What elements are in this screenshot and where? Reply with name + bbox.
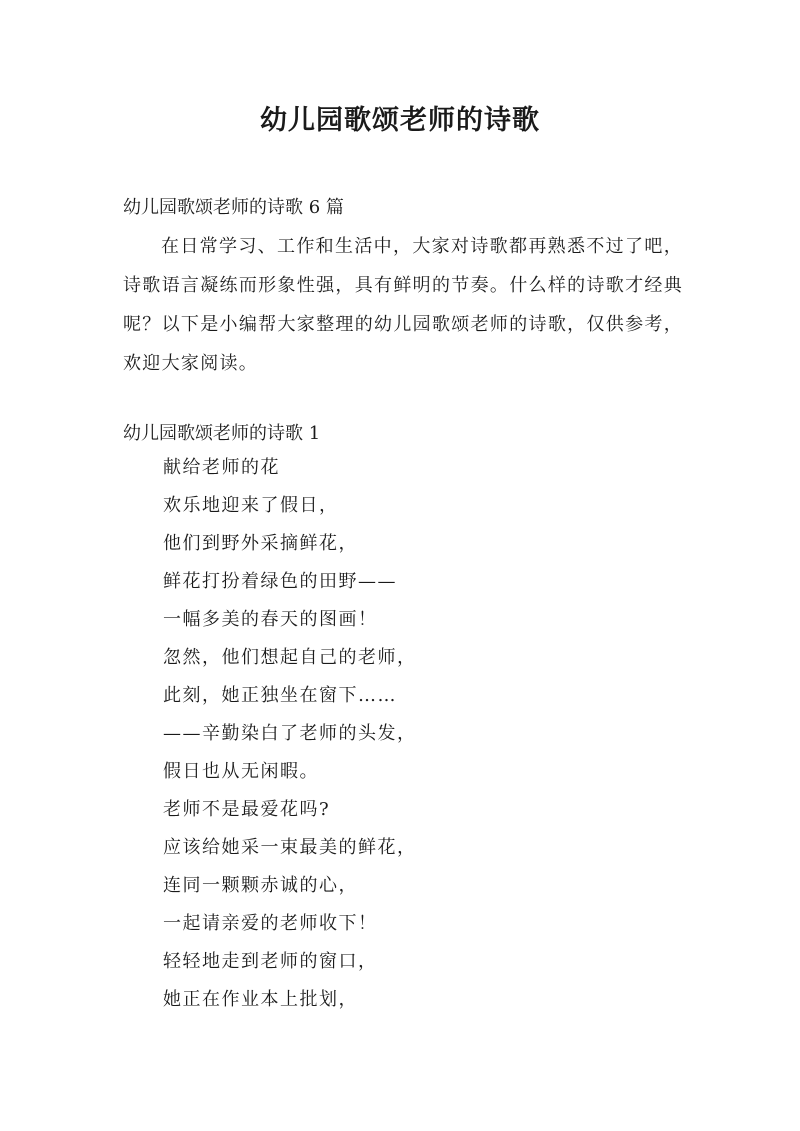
poem-line: 一幅多美的春天的图画！ [163, 609, 378, 630]
poem-line: 轻轻地走到老师的窗口， [163, 951, 378, 972]
poem-line: 欢乐地迎来了假日， [163, 495, 339, 516]
poem-line: 此刻，她正独坐在窗下…… [163, 685, 397, 706]
document-subtitle: 幼儿园歌颂老师的诗歌 6 篇 [123, 197, 344, 218]
poem-line: 一起请亲爱的老师收下！ [163, 913, 378, 934]
poem-line: 鲜花打扮着绿色的田野—— [163, 571, 397, 592]
poem-line: ——辛勤染白了老师的头发， [163, 723, 417, 744]
poem-line: 老师不是最爱花吗? [163, 799, 331, 820]
poem-line: 她正在作业本上批划， [163, 989, 358, 1010]
poem-line: 献给老师的花 [163, 457, 280, 478]
poem-line: 忽然，他们想起自己的老师， [163, 647, 417, 668]
poem-line: 假日也从无闲暇。 [163, 761, 319, 782]
poem-lines [163, 453, 417, 1023]
intro-paragraph: 在日常学习、工作和生活中，大家对诗歌都再熟悉不过了吧，诗歌语言凝练而形象性强，具有鲜明的节奏。什么样的诗歌才经典呢？以下是小编帮大家整理的幼儿园歌颂老师的诗歌，仅供参考，欢迎大家阅读。 [123, 236, 683, 374]
document-title: 幼儿园歌颂老师的诗歌 [260, 105, 540, 136]
poem-heading: 幼儿园歌颂老师的诗歌 1 [123, 423, 321, 444]
poem-line: 他们到野外采摘鲜花， [163, 533, 358, 554]
poem-line: 连同一颗颗赤诚的心， [163, 875, 358, 896]
poem-line: 应该给她采一束最美的鲜花， [163, 837, 417, 858]
